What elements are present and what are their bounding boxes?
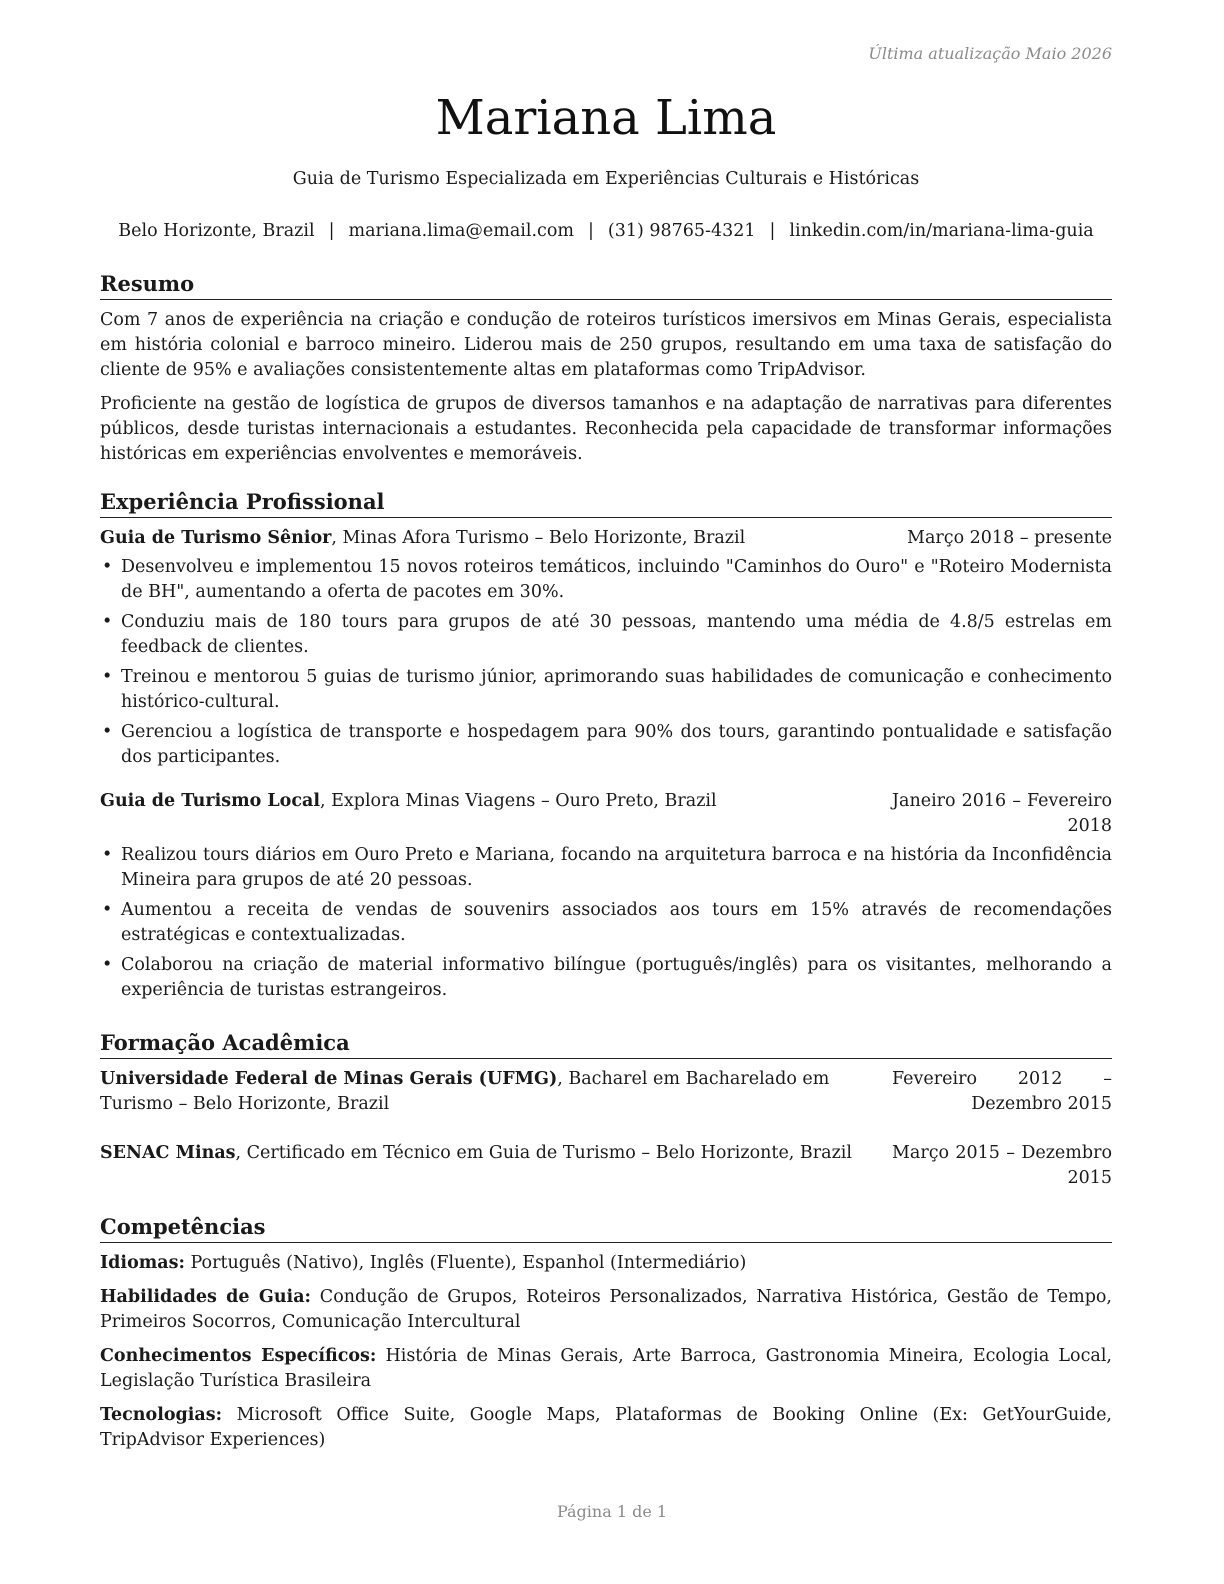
skill-value: Português (Nativo), Inglês (Fluente), Espanhol (Intermediário) xyxy=(184,1253,747,1273)
experience-section xyxy=(100,488,1112,1008)
skill-label: Conhecimentos Específicos: xyxy=(100,1346,377,1366)
job-bullets xyxy=(100,555,1112,770)
education-dates: Março 2015 – Dezembro 2015 xyxy=(892,1143,1112,1188)
section-title-summary: Resumo xyxy=(100,270,1112,300)
bullet-text: Realizou tours diários em Ouro Preto e Mariana, focando na arquitetura barroca e na história da Inconfidência Mineira para grupos de até 20 pessoas. xyxy=(121,845,1112,890)
skill-label: Idiomas: xyxy=(100,1253,185,1273)
job-dates: Janeiro 2016 – Fevereiro 2018 xyxy=(892,791,1112,836)
list-item xyxy=(100,720,1112,770)
education-dates: Fevereiro 2012 – Dezembro 2015 xyxy=(892,1069,1112,1114)
bullet-text: Desenvolveu e implementou 15 novos roteiros temáticos, incluindo "Caminhos do Ouro" e "Roteiro Modernista de BH", aumentando a oferta de pacotes em 30%. xyxy=(121,557,1112,602)
education-details: , Bacharel em Bacharelado em Turismo – Belo Horizonte, Brazil xyxy=(100,1069,830,1114)
bullet-icon: • xyxy=(102,955,113,975)
skill-line xyxy=(100,1285,1112,1335)
candidate-name: Mariana Lima xyxy=(435,90,777,146)
list-item xyxy=(100,610,1112,660)
skills-section xyxy=(100,1213,1112,1462)
education-institution: Universidade Federal de Minas Gerais (UFMG) xyxy=(100,1069,558,1089)
list-item xyxy=(100,665,1112,715)
contact-separator: | xyxy=(769,221,776,241)
list-item xyxy=(100,843,1112,893)
headline: Guia de Turismo Especializada em Experiências Culturais e Históricas xyxy=(292,169,920,189)
bullet-icon: • xyxy=(102,722,113,742)
education-entry xyxy=(100,1067,1112,1117)
skill-value: História de Minas Gerais, Arte Barroca, Gastronomia Mineira, Ecologia Local, Legislação Turística Brasileira xyxy=(100,1346,1112,1391)
bullet-text: Treinou e mentorou 5 guias de turismo júnior, aprimorando suas habilidades de comunicação e conhecimento histórico-cultural. xyxy=(121,667,1112,712)
skill-line xyxy=(100,1251,1112,1276)
last-updated: Última atualização Maio 2026 xyxy=(868,44,1112,63)
contact-line xyxy=(86,219,1126,243)
job-role: Guia de Turismo Local xyxy=(100,791,320,811)
bullet-icon: • xyxy=(102,612,113,632)
section-title-experience: Experiência Profissional xyxy=(100,488,1112,518)
skill-value: Microsoft Office Suite, Google Maps, Plataformas de Booking Online (Ex: GetYourGuide, TripAdvisor Experiences) xyxy=(100,1405,1112,1450)
job-header xyxy=(100,526,1112,551)
job-role: Guia de Turismo Sênior xyxy=(100,528,332,548)
section-title-skills: Competências xyxy=(100,1213,1112,1243)
skill-line xyxy=(100,1403,1112,1453)
skill-value: Condução de Grupos, Roteiros Personalizados, Narrativa Histórica, Gestão de Tempo, Primeiros Socorros, Comunicação Intercultural xyxy=(100,1287,1112,1332)
contact-separator: | xyxy=(328,221,335,241)
page-number: Página 1 de 1 xyxy=(556,1502,668,1521)
education-section xyxy=(100,1029,1112,1191)
bullet-icon: • xyxy=(102,667,113,687)
job-company-location: , Explora Minas Viagens – Ouro Preto, Brazil xyxy=(319,791,717,811)
contact-email[interactable]: mariana.lima@email.com xyxy=(348,221,574,241)
job-entry xyxy=(100,789,1112,1003)
contact-separator: | xyxy=(587,221,594,241)
bullet-icon: • xyxy=(102,900,113,920)
education-details: , Certificado em Técnico em Guia de Turismo – Belo Horizonte, Brazil xyxy=(235,1143,852,1163)
summary-paragraph: Proficiente na gestão de logística de grupos de diversos tamanhos e na adaptação de narrativas para diferentes públicos, desde turistas internacionais a estudantes. Reconhecida pela capacidade de transformar informações históricas em experiências envolventes e memoráveis. xyxy=(100,394,1112,464)
bullet-text: Conduziu mais de 180 tours para grupos de até 30 pessoas, mantendo uma média de 4.8/5 estrelas em feedback de clientes. xyxy=(121,612,1112,657)
contact-linkedin[interactable]: linkedin.com/in/mariana-lima-guia xyxy=(789,221,1094,241)
job-company-location: , Minas Afora Turismo – Belo Horizonte, Brazil xyxy=(331,528,746,548)
skill-line xyxy=(100,1344,1112,1394)
skill-label: Habilidades de Guia: xyxy=(100,1287,311,1307)
section-title-education: Formação Acadêmica xyxy=(100,1029,1112,1059)
contact-location: Belo Horizonte, Brazil xyxy=(118,221,315,241)
job-dates: Março 2018 – presente xyxy=(907,528,1112,548)
contact-phone: (31) 98765-4321 xyxy=(607,221,756,241)
list-item xyxy=(100,555,1112,605)
summary-section xyxy=(100,270,1112,476)
education-entry xyxy=(100,1141,1112,1191)
bullet-text: Colaborou na criação de material informativo bilíngue (português/inglês) para os visitantes, melhorando a experiência de turistas estrangeiros. xyxy=(121,955,1112,1000)
bullet-icon: • xyxy=(102,845,113,865)
bullet-text: Gerenciou a logística de transporte e hospedagem para 90% dos tours, garantindo pontualidade e satisfação dos participantes. xyxy=(121,722,1112,767)
skill-label: Tecnologias: xyxy=(100,1405,223,1425)
bullet-text: Aumentou a receita de vendas de souvenirs associados aos tours em 15% através de recomendações estratégicas e contextualizadas. xyxy=(121,900,1112,945)
list-item xyxy=(100,898,1112,948)
job-bullets xyxy=(100,843,1112,1003)
job-entry xyxy=(100,526,1112,770)
bullet-icon: • xyxy=(102,557,113,577)
job-header xyxy=(100,789,1112,839)
summary-paragraph: Com 7 anos de experiência na criação e condução de roteiros turísticos imersivos em Minas Gerais, especialista em história colonial e barroco mineiro. Liderou mais de 250 grupos, resultando em uma taxa de satisfação do cliente de 95% e avaliações consistentemente altas em plataformas como TripAdvisor. xyxy=(100,310,1112,380)
education-institution: SENAC Minas xyxy=(100,1143,236,1163)
list-item xyxy=(100,953,1112,1003)
